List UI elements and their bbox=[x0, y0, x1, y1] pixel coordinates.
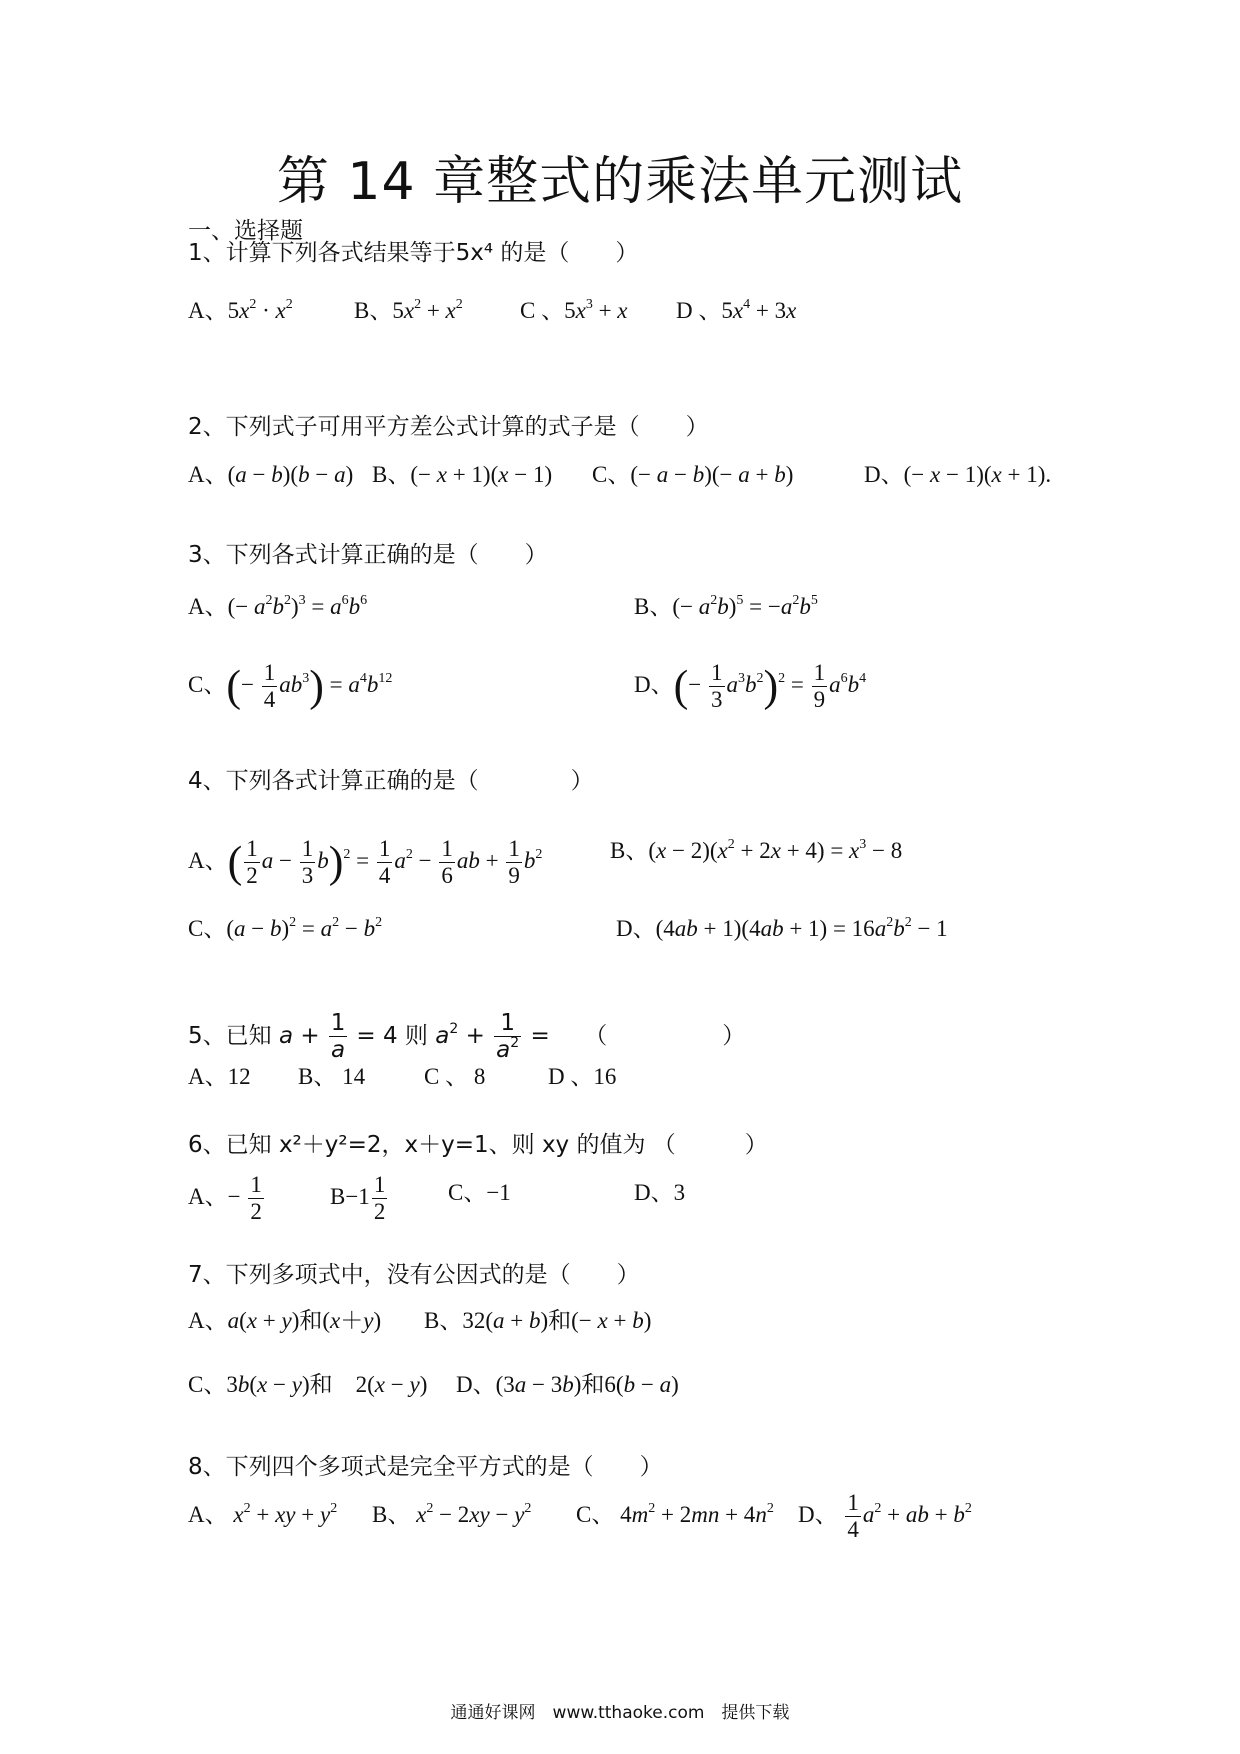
q1-option-c: C 、$5x^3 + x$ bbox=[520, 297, 628, 323]
q3-option-d: D、(− $\frac{1}{3}$ $a^3b^2)^2$ = $\frac{1}{9}$ $a^6b^4$ bbox=[634, 660, 867, 712]
question-6: 6、已知 x²＋y²=2，x＋y=1、则 xy 的值为 （ ） bbox=[188, 1132, 768, 1158]
q5-option-a: A、12 bbox=[188, 1064, 251, 1089]
q7-option-d: D、(3a − 3b)和6(b − a) bbox=[456, 1372, 679, 1397]
q4-option-c: C、$(a - b)^2 = a^2 - b^2$ bbox=[188, 915, 383, 941]
q5-option-d: D 、16 bbox=[548, 1064, 617, 1089]
q6-option-d: D、3 bbox=[634, 1180, 686, 1205]
q5-option-c: C 、 8 bbox=[424, 1064, 486, 1089]
q4-option-a: A、( $\frac{1}{2}$ a − $\frac{1}{3}$ b)$^2$ = $\frac{1}{4}$ $a^2$ − $\frac{1}{6}$ ab + $\frac{1}{9}$ $b^2$ bbox=[188, 836, 543, 888]
page-title: 第 14 章整式的乘法单元测试 bbox=[276, 152, 964, 212]
q2-option-d: D、(− x − 1)(x + 1). bbox=[864, 462, 1052, 487]
q7-option-b: B、32(a + b)和(− x + b) bbox=[424, 1308, 652, 1333]
question-4: 4、下列各式计算正确的是（ ） bbox=[188, 768, 594, 794]
q5-option-b: B、 14 bbox=[298, 1064, 366, 1089]
q2-option-a: A、(a − b)(b − a) bbox=[188, 462, 354, 487]
q3-option-c: C、(− $\frac{1}{4}$ $ab^3) = a^4b^{12}$ bbox=[188, 660, 393, 712]
q8-option-c: C、 $4m^2 + 2mn + 4n^2$ bbox=[576, 1501, 774, 1527]
q2-option-b: B、(− x + 1)(x − 1) bbox=[372, 462, 553, 487]
q8-option-a: A、 $x^2$ + xy + $y^2$ bbox=[188, 1501, 338, 1527]
question-8: 8、下列四个多项式是完全平方式的是（ ） bbox=[188, 1454, 663, 1480]
question-7: 7、下列多项式中，没有公因式的是（ ） bbox=[188, 1262, 640, 1288]
q2-option-c: C、(− a − b)(− a + b) bbox=[592, 462, 794, 487]
question-3: 3、下列各式计算正确的是（ ） bbox=[188, 542, 548, 568]
question-5: 5、已知 a + $\frac{1}{a}$ = 4 则 $a^2$ + $\frac{1}{a^2}$ = （ ） bbox=[188, 1010, 746, 1063]
page-footer: 通通好课网 www.tthaoke.com 提供下载 bbox=[450, 1703, 790, 1723]
q4-option-b: B、$(x - 2)(x^2 + 2x + 4) = x^3 - 8$ bbox=[610, 837, 903, 863]
q1-option-d: D 、$5x^4 + 3x$ bbox=[676, 297, 797, 323]
q7-option-a: A、a(x + y)和(x＋y) bbox=[188, 1308, 382, 1333]
q1-option-b: B、$5x^2 + x^2$ bbox=[354, 297, 463, 323]
q3-option-a: A、(− $a^2b^2)^3 = a^6b^6$ bbox=[188, 593, 368, 619]
section-heading: 一、选择题 bbox=[188, 218, 303, 244]
q6-option-a: A、− $\frac{1}{2}$ bbox=[188, 1172, 262, 1224]
q8-option-b: B、 $x^2 - 2xy - y^2$ bbox=[372, 1501, 532, 1527]
question-2: 2、下列式子可用平方差公式计算的式子是（ ） bbox=[188, 414, 709, 440]
q1-option-a: A、$5x^2 \cdot x^2$ bbox=[188, 297, 293, 323]
q6-option-b: B−1 $\frac{1}{2}$ bbox=[330, 1172, 386, 1224]
q4-option-d: D、$(4ab + 1)(4ab + 1) = 16a^2b^2 - 1$ bbox=[616, 915, 948, 941]
q7-option-c: C、3b(x − y)和 2(x − y) bbox=[188, 1372, 428, 1397]
q8-option-d: D、 $\frac{1}{4}$ $a^2$ + ab + $b^2$ bbox=[798, 1490, 972, 1542]
q6-option-c: C、−1 bbox=[448, 1180, 511, 1205]
q3-option-b: B、(− $a^2b)^5 = -a^2b^5$ bbox=[634, 593, 818, 619]
question-1: 1、计算下列各式结果等于5x⁴ 的是（ ） bbox=[188, 240, 639, 266]
